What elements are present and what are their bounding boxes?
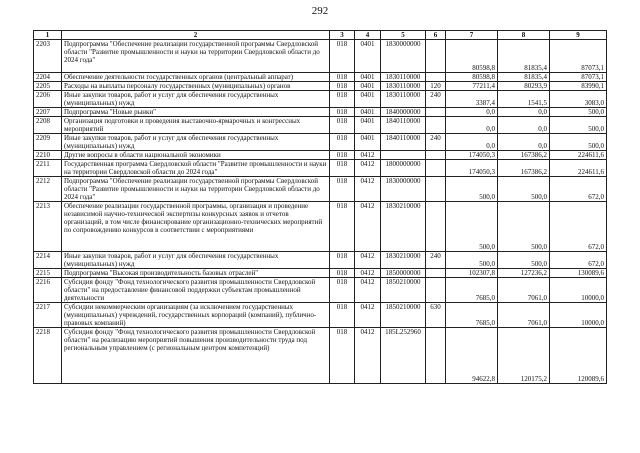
row-value-2024: 3083,0 — [550, 91, 607, 108]
col-header: 1 — [34, 31, 62, 40]
row-target-article: 1850000000 — [381, 269, 426, 278]
row-value-2022: 80598,8 — [446, 73, 498, 82]
row-expense-type — [426, 202, 446, 252]
page-number: 292 — [311, 5, 329, 17]
table-row — [34, 40, 607, 73]
col-header: 3 — [330, 31, 355, 40]
table-row — [34, 278, 607, 303]
row-value-2024: 500,0 — [550, 117, 607, 134]
row-number: 2216 — [34, 278, 62, 303]
row-value-2024: 120089,6 — [550, 328, 607, 384]
row-value-2023: 500,0 — [498, 202, 550, 252]
header-row — [34, 31, 607, 40]
row-department: 018 — [330, 252, 355, 269]
row-target-article: 1830000000 — [381, 40, 426, 73]
row-number: 2218 — [34, 328, 62, 384]
row-description: Подпрограмма "Новые рынки" — [62, 108, 330, 117]
row-target-article: 185L252960 — [381, 328, 426, 384]
row-value-2024: 224611,6 — [550, 160, 607, 177]
row-department: 018 — [330, 177, 355, 202]
row-section: 0412 — [355, 151, 381, 160]
row-number: 2211 — [34, 160, 62, 177]
budget-table — [33, 30, 607, 384]
row-expense-type — [426, 269, 446, 278]
row-section: 0401 — [355, 73, 381, 82]
row-value-2024: 500,0 — [550, 108, 607, 117]
row-department: 018 — [330, 134, 355, 151]
row-value-2024: 10000,0 — [550, 278, 607, 303]
row-value-2022: 174050,3 — [446, 160, 498, 177]
row-description: Иные закупки товаров, работ и услуг для обеспечения государственных (муниципальных) нужд — [62, 134, 330, 151]
row-department: 018 — [330, 82, 355, 91]
table-row — [34, 91, 607, 108]
row-section: 0412 — [355, 328, 381, 384]
table-row — [34, 303, 607, 328]
row-target-article — [381, 151, 426, 160]
row-description: Субсидия фонду "Фонд технологического развития промышленности Свердловской области" на предоставление финансовой поддержки субъектам промышленной деятельности — [62, 278, 330, 303]
row-expense-type — [426, 160, 446, 177]
row-description: Расходы на выплаты персоналу государственных (муниципальных) органов — [62, 82, 330, 91]
row-value-2024: 500,0 — [550, 134, 607, 151]
row-number: 2208 — [34, 117, 62, 134]
row-section: 0412 — [355, 252, 381, 269]
row-target-article: 1840000000 — [381, 108, 426, 117]
row-department: 018 — [330, 160, 355, 177]
row-expense-type: 240 — [426, 91, 446, 108]
row-value-2024: 672,0 — [550, 202, 607, 252]
table-row — [34, 177, 607, 202]
row-expense-type — [426, 117, 446, 134]
row-department: 018 — [330, 91, 355, 108]
row-value-2022: 0,0 — [446, 134, 498, 151]
row-expense-type: 240 — [426, 252, 446, 269]
row-value-2023: 80293,9 — [498, 82, 550, 91]
row-number: 2209 — [34, 134, 62, 151]
row-target-article: 1800000000 — [381, 160, 426, 177]
row-section: 0412 — [355, 278, 381, 303]
row-value-2023: 0,0 — [498, 134, 550, 151]
row-description: Обеспечение реализации государственной программы, организация и проведение независимой научно-технической экспертизы конкурсных заявок и отчетов организаций, в том числе финансирование организационно-технических мероприятий по сопровождению конкурсов в соответствии с мероприятиями — [62, 202, 330, 252]
row-number: 2214 — [34, 252, 62, 269]
row-number: 2203 — [34, 40, 62, 73]
row-number: 2206 — [34, 91, 62, 108]
table-row — [34, 202, 607, 252]
row-section: 0401 — [355, 91, 381, 108]
row-value-2022: 500,0 — [446, 202, 498, 252]
row-section: 0412 — [355, 202, 381, 252]
col-header: 5 — [381, 31, 426, 40]
row-value-2023: 7061,0 — [498, 303, 550, 328]
table-row — [34, 73, 607, 82]
row-section: 0412 — [355, 269, 381, 278]
col-header: 6 — [426, 31, 446, 40]
row-number: 2217 — [34, 303, 62, 328]
row-department: 018 — [330, 117, 355, 134]
row-section: 0412 — [355, 177, 381, 202]
table-row — [34, 269, 607, 278]
row-department: 018 — [330, 278, 355, 303]
row-description: Подпрограмма "Обеспечение реализации государственной программы Свердловской области "Развитие промышленности и науки на территории Свердловской области до 2024 года" — [62, 177, 330, 202]
row-value-2023: 500,0 — [498, 252, 550, 269]
row-value-2023: 0,0 — [498, 108, 550, 117]
row-target-article: 1840110000 — [381, 117, 426, 134]
row-description: Государственная программа Свердловской области "Развитие промышленности и науки на территории Свердловской области до 2024 года" — [62, 160, 330, 177]
row-target-article: 1830110000 — [381, 82, 426, 91]
row-target-article: 1830000000 — [381, 177, 426, 202]
col-header: 8 — [498, 31, 550, 40]
row-expense-type — [426, 177, 446, 202]
row-department: 018 — [330, 269, 355, 278]
row-section: 0401 — [355, 82, 381, 91]
row-target-article: 1850210000 — [381, 278, 426, 303]
row-description: Субсидия фонду "Фонд технологического развития промышленности Свердловской области" на реализацию мероприятий повышения производительности труда под региональным управлением (с региональным центром компетенций) — [62, 328, 330, 384]
row-description: Иные закупки товаров, работ и услуг для обеспечения государственных (муниципальных) нужд — [62, 252, 330, 269]
row-description: Организация подготовки и проведения выставочно-ярмарочных и конгрессных мероприятий — [62, 117, 330, 134]
row-value-2023: 1541,5 — [498, 91, 550, 108]
row-expense-type — [426, 151, 446, 160]
col-header: 7 — [446, 31, 498, 40]
row-value-2022: 0,0 — [446, 108, 498, 117]
col-header: 9 — [550, 31, 607, 40]
row-value-2022: 102307,8 — [446, 269, 498, 278]
table-row — [34, 160, 607, 177]
row-section: 0401 — [355, 40, 381, 73]
row-value-2022: 500,0 — [446, 252, 498, 269]
row-value-2022: 174050,3 — [446, 151, 498, 160]
row-department: 018 — [330, 328, 355, 384]
row-value-2022: 500,0 — [446, 177, 498, 202]
row-section: 0412 — [355, 160, 381, 177]
col-header: 4 — [355, 31, 381, 40]
row-target-article: 1830110000 — [381, 73, 426, 82]
row-value-2023: 167386,2 — [498, 160, 550, 177]
row-value-2023: 81835,4 — [498, 73, 550, 82]
row-department: 018 — [330, 73, 355, 82]
row-value-2024: 224611,6 — [550, 151, 607, 160]
row-target-article: 1840110000 — [381, 134, 426, 151]
table-row — [34, 151, 607, 160]
table-row — [34, 252, 607, 269]
row-number: 2204 — [34, 73, 62, 82]
table-row — [34, 328, 607, 384]
row-number: 2213 — [34, 202, 62, 252]
row-expense-type — [426, 278, 446, 303]
row-number: 2212 — [34, 177, 62, 202]
row-section: 0401 — [355, 134, 381, 151]
row-section: 0401 — [355, 108, 381, 117]
row-description: Обеспечение деятельности государственных органов (центральный аппарат) — [62, 73, 330, 82]
row-target-article: 1830210000 — [381, 202, 426, 252]
row-number: 2210 — [34, 151, 62, 160]
row-description: Подпрограмма "Высокая производительность базовых отраслей" — [62, 269, 330, 278]
row-department: 018 — [330, 40, 355, 73]
row-description: Субсидии некоммерческим организациям (за исключением государственных (муниципальных) учреждений, государственных корпораций (компаний), публично-правовых компаний) — [62, 303, 330, 328]
row-value-2023: 81835,4 — [498, 40, 550, 73]
row-number: 2215 — [34, 269, 62, 278]
row-expense-type: 630 — [426, 303, 446, 328]
row-value-2023: 0,0 — [498, 117, 550, 134]
table-row — [34, 117, 607, 134]
row-number: 2205 — [34, 82, 62, 91]
row-department: 018 — [330, 108, 355, 117]
row-value-2024: 672,0 — [550, 177, 607, 202]
row-value-2023: 7061,0 — [498, 278, 550, 303]
table-row — [34, 134, 607, 151]
row-value-2022: 7685,0 — [446, 278, 498, 303]
row-section: 0412 — [355, 303, 381, 328]
row-value-2023: 167386,2 — [498, 151, 550, 160]
row-value-2022: 0,0 — [446, 117, 498, 134]
row-value-2024: 87073,1 — [550, 40, 607, 73]
row-value-2023: 500,0 — [498, 177, 550, 202]
row-number: 2207 — [34, 108, 62, 117]
row-value-2022: 3387,4 — [446, 91, 498, 108]
row-target-article: 1830110000 — [381, 91, 426, 108]
row-section: 0401 — [355, 117, 381, 134]
row-value-2022: 7685,0 — [446, 303, 498, 328]
row-description: Подпрограмма "Обеспечение реализации государственной программы Свердловской области "Развитие промышленности и науки на территории Свердловской области до 2024 года" — [62, 40, 330, 73]
row-value-2023: 120175,2 — [498, 328, 550, 384]
row-value-2022: 94622,8 — [446, 328, 498, 384]
row-department: 018 — [330, 202, 355, 252]
row-expense-type — [426, 73, 446, 82]
row-target-article: 1850210000 — [381, 303, 426, 328]
col-header: 2 — [62, 31, 330, 40]
row-value-2024: 10000,0 — [550, 303, 607, 328]
row-value-2024: 87073,1 — [550, 73, 607, 82]
row-department: 018 — [330, 303, 355, 328]
row-target-article: 1830210000 — [381, 252, 426, 269]
row-expense-type — [426, 40, 446, 73]
row-description: Другие вопросы в области национальной экономики — [62, 151, 330, 160]
row-expense-type — [426, 108, 446, 117]
row-value-2023: 127236,2 — [498, 269, 550, 278]
row-value-2022: 80598,8 — [446, 40, 498, 73]
row-value-2022: 77211,4 — [446, 82, 498, 91]
row-department: 018 — [330, 151, 355, 160]
row-expense-type: 240 — [426, 134, 446, 151]
row-expense-type — [426, 328, 446, 384]
table-row — [34, 108, 607, 117]
row-description: Иные закупки товаров, работ и услуг для обеспечения государственных (муниципальных) нужд — [62, 91, 330, 108]
table-row — [34, 82, 607, 91]
row-value-2024: 672,0 — [550, 252, 607, 269]
row-value-2024: 130089,6 — [550, 269, 607, 278]
row-expense-type: 120 — [426, 82, 446, 91]
row-value-2024: 83990,1 — [550, 82, 607, 91]
